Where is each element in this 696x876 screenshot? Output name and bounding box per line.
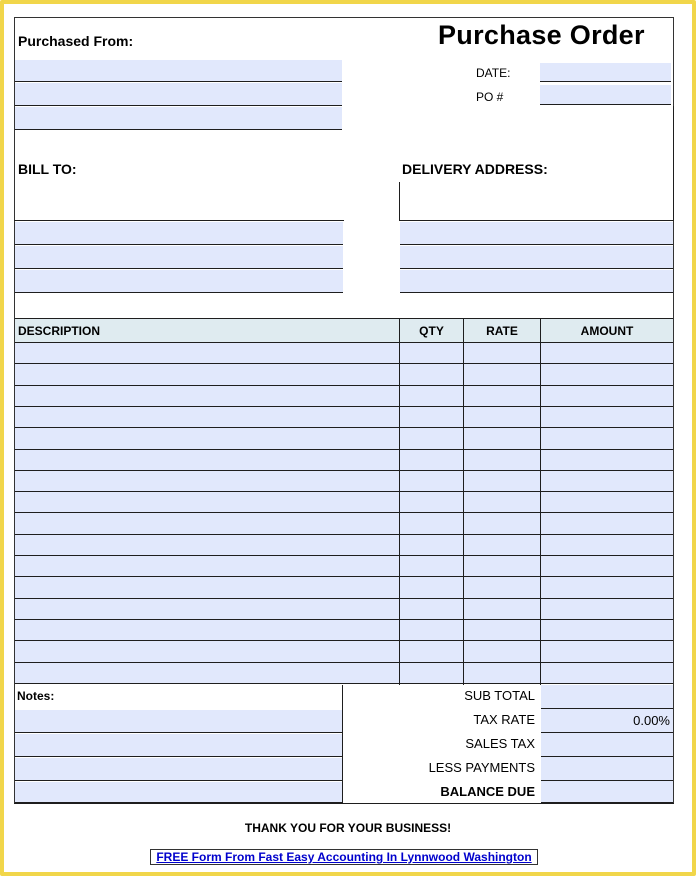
balance-due-label: BALANCE DUE [440,784,535,799]
description-cell[interactable] [15,577,399,599]
rate-cell[interactable] [464,535,540,556]
rate-cell[interactable] [464,513,540,535]
amount-cell[interactable] [541,641,673,663]
description-cell[interactable] [15,535,399,556]
less-payments-value[interactable] [541,757,673,781]
amount-cell[interactable] [541,663,673,684]
description-cell[interactable] [15,641,399,663]
tax-rate-value[interactable]: 0.00% [541,709,673,733]
amount-cell[interactable] [541,620,673,641]
qty-cell[interactable] [400,641,463,663]
vendor-line-3-field[interactable] [15,107,342,130]
description-cell[interactable] [15,556,399,577]
bill-to-label: BILL TO: [18,161,77,177]
qty-cell[interactable] [400,407,463,428]
qty-cell[interactable] [400,450,463,471]
qty-cell[interactable] [400,492,463,513]
qty-cell[interactable] [400,599,463,620]
po-number-field[interactable] [540,85,671,105]
column-header-qty: QTY [400,318,463,343]
qty-cell[interactable] [400,343,463,364]
sub-total-label: SUB TOTAL [464,688,535,703]
bill-to-line-3-field[interactable] [15,270,343,293]
notes-line-4-field[interactable] [15,782,342,803]
column-header-description: DESCRIPTION [15,318,399,343]
amount-cell[interactable] [541,599,673,620]
bill-to-line-2-field[interactable] [15,246,343,269]
description-cell[interactable] [15,343,399,364]
rate-cell[interactable] [464,364,540,386]
rate-cell[interactable] [464,343,540,364]
rate-cell[interactable] [464,492,540,513]
qty-cell[interactable] [400,386,463,407]
amount-cell[interactable] [541,386,673,407]
notes-line-3-field[interactable] [15,758,342,781]
rate-cell[interactable] [464,599,540,620]
bill-to-divider [14,220,344,221]
description-cell[interactable] [15,364,399,386]
right-border [673,106,674,221]
amount-cell[interactable] [541,577,673,599]
description-cell[interactable] [15,599,399,620]
vendor-line-2-field[interactable] [15,83,342,106]
rate-cell[interactable] [464,450,540,471]
accounting-link[interactable]: FREE Form From Fast Easy Accounting In Lynnwood Washington [150,849,538,865]
sub-total-value[interactable] [541,685,673,709]
rate-cell[interactable] [464,556,540,577]
rate-cell[interactable] [464,577,540,599]
qty-cell[interactable] [400,535,463,556]
delivery-line-1-field[interactable] [400,222,673,245]
tax-rate-label: TAX RATE [473,712,535,727]
less-payments-label: LESS PAYMENTS [428,760,535,775]
description-cell[interactable] [15,492,399,513]
qty-cell[interactable] [400,471,463,492]
delivery-line-2-field[interactable] [400,246,673,269]
amount-cell[interactable] [541,343,673,364]
date-label: DATE: [476,66,511,80]
qty-cell[interactable] [400,428,463,450]
purchased-from-label: Purchased From: [18,33,134,49]
description-cell[interactable] [15,663,399,684]
delivery-line-3-field[interactable] [400,270,673,293]
description-cell[interactable] [15,620,399,641]
amount-cell[interactable] [541,428,673,450]
description-cell[interactable] [15,513,399,535]
rate-cell[interactable] [464,428,540,450]
qty-cell[interactable] [400,620,463,641]
qty-cell[interactable] [400,663,463,684]
rate-cell[interactable] [464,663,540,684]
thank-you-message: THANK YOU FOR YOUR BUSINESS! [244,821,452,835]
notes-label: Notes: [17,689,55,703]
description-cell[interactable] [15,407,399,428]
rate-cell[interactable] [464,620,540,641]
description-cell[interactable] [15,386,399,407]
rate-cell[interactable] [464,471,540,492]
delivery-box-left [399,182,400,221]
description-cell[interactable] [15,450,399,471]
amount-cell[interactable] [541,471,673,492]
description-cell[interactable] [15,428,399,450]
qty-cell[interactable] [400,577,463,599]
sales-tax-label: SALES TAX [465,736,535,751]
amount-cell[interactable] [541,556,673,577]
page-title: Purchase Order [438,20,645,50]
amount-cell[interactable] [541,492,673,513]
column-header-rate: RATE [464,318,540,343]
description-cell[interactable] [15,471,399,492]
amount-cell[interactable] [541,535,673,556]
notes-line-2-field[interactable] [15,734,342,757]
rate-cell[interactable] [464,407,540,428]
amount-cell[interactable] [541,364,673,386]
balance-due-value[interactable] [541,781,673,803]
bill-to-line-1-field[interactable] [15,222,343,245]
rate-cell[interactable] [464,641,540,663]
delivery-divider [399,220,674,221]
amount-cell[interactable] [541,407,673,428]
vendor-line-1-field[interactable] [15,60,342,82]
rate-cell[interactable] [464,386,540,407]
delivery-address-label: DELIVERY ADDRESS: [402,161,548,177]
amount-cell[interactable] [541,513,673,535]
po-number-label: PO # [476,90,504,104]
sales-tax-value[interactable] [541,733,673,757]
notes-line-1-field[interactable] [15,710,342,733]
amount-cell[interactable] [541,450,673,471]
column-header-amount: AMOUNT [541,318,673,343]
qty-cell[interactable] [400,364,463,386]
qty-cell[interactable] [400,556,463,577]
qty-cell[interactable] [400,513,463,535]
date-field[interactable] [540,63,671,82]
